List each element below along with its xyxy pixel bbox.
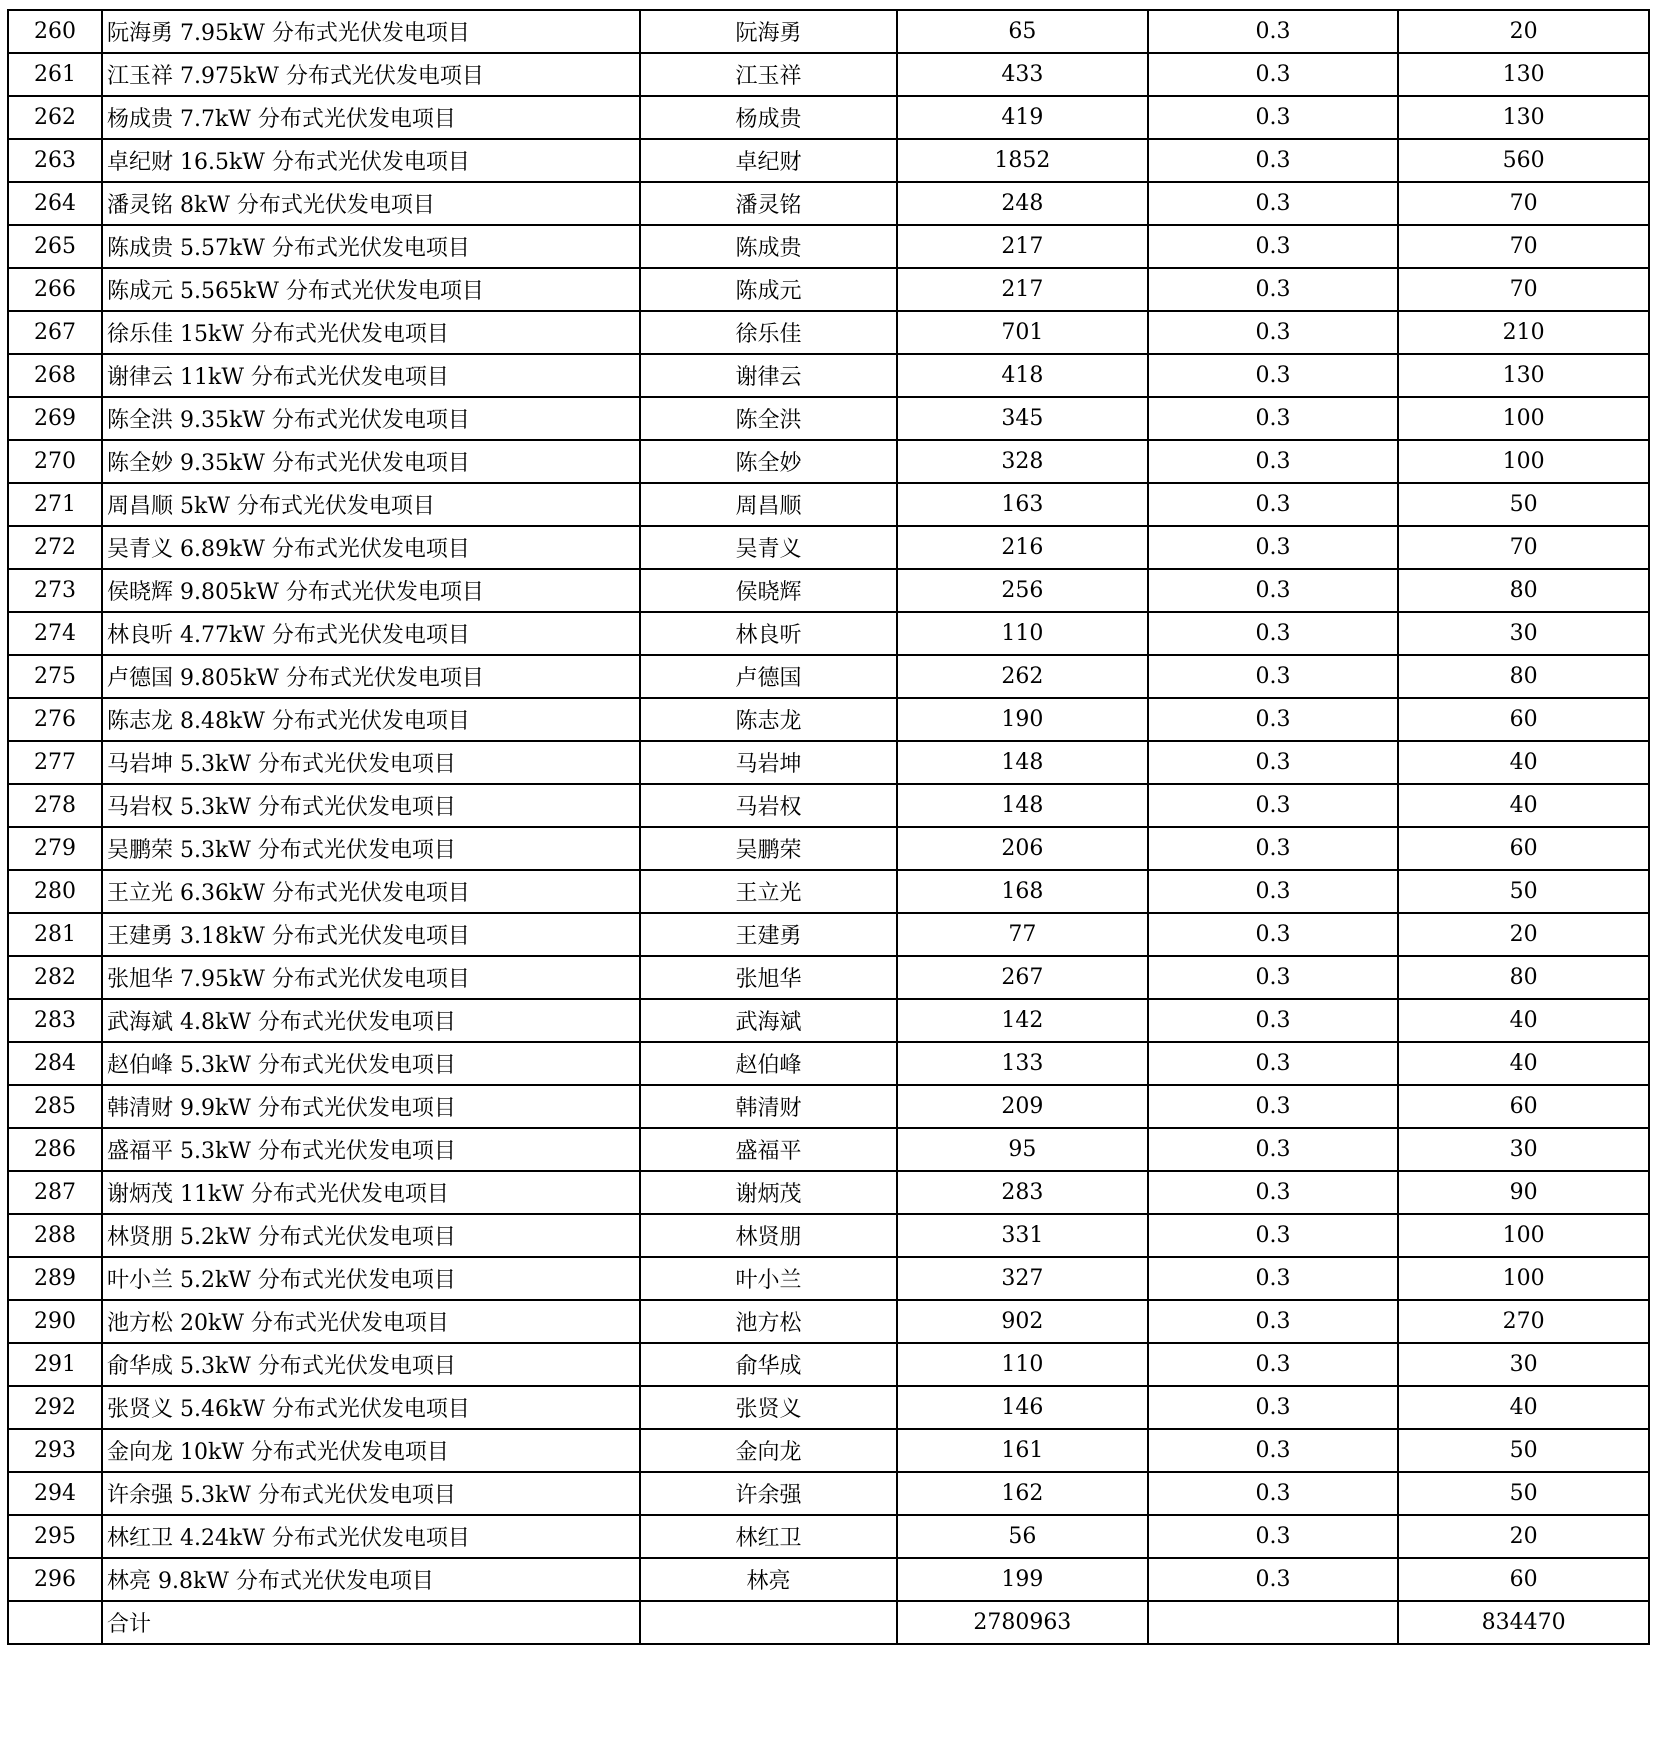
table-row: [8, 526, 1649, 569]
table-row: [8, 1257, 1649, 1300]
value-1-cell: 248: [897, 182, 1148, 225]
table-row: [8, 1171, 1649, 1214]
project-name-cell: 王建勇 3.18kW 分布式光伏发电项目: [102, 913, 640, 956]
value-3-cell: 60: [1398, 1085, 1649, 1128]
project-name-cell: 王立光 6.36kW 分布式光伏发电项目: [102, 870, 640, 913]
owner-cell: 陈志龙: [640, 698, 897, 741]
project-name-cell: 谢炳茂 11kW 分布式光伏发电项目: [102, 1171, 640, 1214]
value-2-cell: 0.3: [1148, 569, 1399, 612]
value-2-cell: 0.3: [1148, 182, 1399, 225]
value-1-cell: 95: [897, 1128, 1148, 1171]
value-3-cell: 70: [1398, 268, 1649, 311]
row-number-cell: 269: [8, 397, 102, 440]
value-3-cell: 90: [1398, 1171, 1649, 1214]
value-1-cell: 163: [897, 483, 1148, 526]
project-name-cell: 陈全洪 9.35kW 分布式光伏发电项目: [102, 397, 640, 440]
value-3-cell: 270: [1398, 1300, 1649, 1343]
row-number-cell: 273: [8, 569, 102, 612]
value-2-cell: 0.3: [1148, 311, 1399, 354]
table-row: [8, 225, 1649, 268]
value-3-cell: 40: [1398, 999, 1649, 1042]
project-name-cell: 林良听 4.77kW 分布式光伏发电项目: [102, 612, 640, 655]
value-2-cell: 0.3: [1148, 1515, 1399, 1558]
row-number-cell: 267: [8, 311, 102, 354]
table-row: [8, 311, 1649, 354]
table-row: [8, 440, 1649, 483]
project-name-cell: 叶小兰 5.2kW 分布式光伏发电项目: [102, 1257, 640, 1300]
value-3-cell: 50: [1398, 1472, 1649, 1515]
project-name-cell: 武海斌 4.8kW 分布式光伏发电项目: [102, 999, 640, 1042]
project-name-cell: 吴鹏荣 5.3kW 分布式光伏发电项目: [102, 827, 640, 870]
value-2-cell: 0.3: [1148, 225, 1399, 268]
row-number-cell: 295: [8, 1515, 102, 1558]
owner-cell: 许余强: [640, 1472, 897, 1515]
project-name-cell: 林亮 9.8kW 分布式光伏发电项目: [102, 1558, 640, 1601]
table-row: [8, 569, 1649, 612]
owner-cell: 盛福平: [640, 1128, 897, 1171]
value-3-cell: 30: [1398, 612, 1649, 655]
value-1-cell: 206: [897, 827, 1148, 870]
owner-cell: 吴青义: [640, 526, 897, 569]
value-2-cell: 0.3: [1148, 1042, 1399, 1085]
value-2-cell: 0.3: [1148, 1386, 1399, 1429]
owner-cell: 林红卫: [640, 1515, 897, 1558]
project-name-cell: 许余强 5.3kW 分布式光伏发电项目: [102, 1472, 640, 1515]
value-1-cell: 190: [897, 698, 1148, 741]
row-number-cell: 270: [8, 440, 102, 483]
row-number-cell: 277: [8, 741, 102, 784]
value-3-cell: 100: [1398, 1257, 1649, 1300]
table-row: [8, 1128, 1649, 1171]
table-row: [8, 1386, 1649, 1429]
row-number-cell: 266: [8, 268, 102, 311]
row-number-cell: 265: [8, 225, 102, 268]
owner-cell: 陈成贵: [640, 225, 897, 268]
table-row: [8, 999, 1649, 1042]
value-2-cell: 0.3: [1148, 741, 1399, 784]
table-row: [8, 1558, 1649, 1601]
value-2-cell: 0.3: [1148, 1558, 1399, 1601]
table-row: [8, 1429, 1649, 1472]
row-number-cell: 291: [8, 1343, 102, 1386]
owner-cell: 俞华成: [640, 1343, 897, 1386]
value-3-cell: 70: [1398, 225, 1649, 268]
table-row: [8, 913, 1649, 956]
owner-cell: 周昌顺: [640, 483, 897, 526]
value-3-cell: 50: [1398, 483, 1649, 526]
value-1-cell: 262: [897, 655, 1148, 698]
table-row: [8, 827, 1649, 870]
value-3-cell: 60: [1398, 698, 1649, 741]
row-number-cell: 261: [8, 53, 102, 96]
value-3-cell: 100: [1398, 1214, 1649, 1257]
project-name-cell: 韩清财 9.9kW 分布式光伏发电项目: [102, 1085, 640, 1128]
value-1-cell: 327: [897, 1257, 1148, 1300]
value-1-cell: 433: [897, 53, 1148, 96]
owner-cell: 侯晓辉: [640, 569, 897, 612]
value-2-cell: 0.3: [1148, 655, 1399, 698]
owner-cell: 陈成元: [640, 268, 897, 311]
project-name-cell: 陈全妙 9.35kW 分布式光伏发电项目: [102, 440, 640, 483]
value-3-cell: 100: [1398, 397, 1649, 440]
project-name-cell: 吴青义 6.89kW 分布式光伏发电项目: [102, 526, 640, 569]
value-3-cell: 20: [1398, 10, 1649, 53]
value-1-cell: 65: [897, 10, 1148, 53]
owner-cell: 陈全妙: [640, 440, 897, 483]
project-name-cell: 陈成元 5.565kW 分布式光伏发电项目: [102, 268, 640, 311]
value-3-cell: 130: [1398, 96, 1649, 139]
project-name-cell: 阮海勇 7.95kW 分布式光伏发电项目: [102, 10, 640, 53]
value-2-cell: 0.3: [1148, 96, 1399, 139]
value-1-cell: 328: [897, 440, 1148, 483]
value-2-cell: 0.3: [1148, 139, 1399, 182]
value-1-cell: 133: [897, 1042, 1148, 1085]
row-number-cell: 293: [8, 1429, 102, 1472]
owner-cell: 潘灵铭: [640, 182, 897, 225]
value-3-cell: 70: [1398, 182, 1649, 225]
project-name-cell: 卢德国 9.805kW 分布式光伏发电项目: [102, 655, 640, 698]
value-3-cell: 60: [1398, 827, 1649, 870]
value-2-cell: 0.3: [1148, 1429, 1399, 1472]
value-1-cell: 161: [897, 1429, 1148, 1472]
value-1-cell: 256: [897, 569, 1148, 612]
owner-cell: 武海斌: [640, 999, 897, 1042]
owner-cell: 王建勇: [640, 913, 897, 956]
total-value-1-cell: 2780963: [897, 1601, 1148, 1644]
row-number-cell: 262: [8, 96, 102, 139]
value-2-cell: 0.3: [1148, 913, 1399, 956]
row-number-cell: 286: [8, 1128, 102, 1171]
value-3-cell: 70: [1398, 526, 1649, 569]
project-name-cell: 潘灵铭 8kW 分布式光伏发电项目: [102, 182, 640, 225]
value-1-cell: 142: [897, 999, 1148, 1042]
total-owner-cell: [640, 1601, 897, 1644]
row-number-cell: 280: [8, 870, 102, 913]
value-2-cell: 0.3: [1148, 526, 1399, 569]
value-3-cell: 50: [1398, 870, 1649, 913]
row-number-cell: 281: [8, 913, 102, 956]
value-3-cell: 30: [1398, 1343, 1649, 1386]
row-number-cell: 263: [8, 139, 102, 182]
value-2-cell: 0.3: [1148, 483, 1399, 526]
value-1-cell: 701: [897, 311, 1148, 354]
row-number-cell: 272: [8, 526, 102, 569]
table-row: [8, 268, 1649, 311]
owner-cell: 吴鹏荣: [640, 827, 897, 870]
project-name-cell: 林贤朋 5.2kW 分布式光伏发电项目: [102, 1214, 640, 1257]
value-2-cell: 0.3: [1148, 956, 1399, 999]
owner-cell: 陈全洪: [640, 397, 897, 440]
table-row: [8, 53, 1649, 96]
project-name-cell: 卓纪财 16.5kW 分布式光伏发电项目: [102, 139, 640, 182]
value-1-cell: 331: [897, 1214, 1148, 1257]
value-2-cell: 0.3: [1148, 784, 1399, 827]
table-row: [8, 870, 1649, 913]
value-3-cell: 100: [1398, 440, 1649, 483]
value-1-cell: 148: [897, 741, 1148, 784]
value-3-cell: 40: [1398, 784, 1649, 827]
value-2-cell: 0.3: [1148, 1472, 1399, 1515]
table-row: [8, 784, 1649, 827]
row-number-cell: 276: [8, 698, 102, 741]
row-number-cell: 274: [8, 612, 102, 655]
project-name-cell: 谢律云 11kW 分布式光伏发电项目: [102, 354, 640, 397]
project-name-cell: 俞华成 5.3kW 分布式光伏发电项目: [102, 1343, 640, 1386]
project-name-cell: 陈成贵 5.57kW 分布式光伏发电项目: [102, 225, 640, 268]
value-3-cell: 210: [1398, 311, 1649, 354]
value-2-cell: 0.3: [1148, 612, 1399, 655]
owner-cell: 张贤义: [640, 1386, 897, 1429]
owner-cell: 叶小兰: [640, 1257, 897, 1300]
row-number-cell: 271: [8, 483, 102, 526]
owner-cell: 林良听: [640, 612, 897, 655]
table-row: [8, 96, 1649, 139]
owner-cell: 阮海勇: [640, 10, 897, 53]
total-value-2-cell: [1148, 1601, 1399, 1644]
value-1-cell: 110: [897, 1343, 1148, 1386]
project-name-cell: 马岩坤 5.3kW 分布式光伏发电项目: [102, 741, 640, 784]
project-name-cell: 张旭华 7.95kW 分布式光伏发电项目: [102, 956, 640, 999]
table-row: [8, 1300, 1649, 1343]
owner-cell: 马岩坤: [640, 741, 897, 784]
project-name-cell: 陈志龙 8.48kW 分布式光伏发电项目: [102, 698, 640, 741]
table-row: [8, 612, 1649, 655]
table-row: [8, 354, 1649, 397]
total-row: [8, 1601, 1649, 1644]
value-3-cell: 40: [1398, 1386, 1649, 1429]
table-row: [8, 10, 1649, 53]
value-2-cell: 0.3: [1148, 870, 1399, 913]
table-row: [8, 1085, 1649, 1128]
owner-cell: 马岩权: [640, 784, 897, 827]
project-name-cell: 侯晓辉 9.805kW 分布式光伏发电项目: [102, 569, 640, 612]
value-2-cell: 0.3: [1148, 827, 1399, 870]
table-row: [8, 1472, 1649, 1515]
row-number-cell: 275: [8, 655, 102, 698]
value-2-cell: 0.3: [1148, 1300, 1399, 1343]
document-page: [7, 9, 1650, 1645]
row-number-cell: 260: [8, 10, 102, 53]
value-3-cell: 80: [1398, 569, 1649, 612]
value-2-cell: 0.3: [1148, 1343, 1399, 1386]
table-row: [8, 1515, 1649, 1558]
owner-cell: 张旭华: [640, 956, 897, 999]
owner-cell: 杨成贵: [640, 96, 897, 139]
value-1-cell: 267: [897, 956, 1148, 999]
value-3-cell: 560: [1398, 139, 1649, 182]
value-1-cell: 148: [897, 784, 1148, 827]
value-3-cell: 80: [1398, 655, 1649, 698]
table-row: [8, 741, 1649, 784]
value-3-cell: 50: [1398, 1429, 1649, 1472]
table-row: [8, 182, 1649, 225]
project-name-cell: 杨成贵 7.7kW 分布式光伏发电项目: [102, 96, 640, 139]
owner-cell: 徐乐佳: [640, 311, 897, 354]
owner-cell: 卢德国: [640, 655, 897, 698]
value-2-cell: 0.3: [1148, 1128, 1399, 1171]
value-1-cell: 217: [897, 268, 1148, 311]
project-name-cell: 江玉祥 7.975kW 分布式光伏发电项目: [102, 53, 640, 96]
value-2-cell: 0.3: [1148, 268, 1399, 311]
project-name-cell: 周昌顺 5kW 分布式光伏发电项目: [102, 483, 640, 526]
value-3-cell: 130: [1398, 53, 1649, 96]
owner-cell: 卓纪财: [640, 139, 897, 182]
subsidy-table: [7, 9, 1650, 1645]
value-1-cell: 77: [897, 913, 1148, 956]
owner-cell: 金向龙: [640, 1429, 897, 1472]
table-row: [8, 1042, 1649, 1085]
row-number-cell: 296: [8, 1558, 102, 1601]
row-number-cell: 292: [8, 1386, 102, 1429]
owner-cell: 林亮: [640, 1558, 897, 1601]
row-number-cell: 264: [8, 182, 102, 225]
row-number-cell: 289: [8, 1257, 102, 1300]
value-1-cell: 209: [897, 1085, 1148, 1128]
value-2-cell: 0.3: [1148, 698, 1399, 741]
project-name-cell: 马岩权 5.3kW 分布式光伏发电项目: [102, 784, 640, 827]
value-3-cell: 30: [1398, 1128, 1649, 1171]
project-name-cell: 张贤义 5.46kW 分布式光伏发电项目: [102, 1386, 640, 1429]
row-number-cell: 288: [8, 1214, 102, 1257]
row-number-cell: 279: [8, 827, 102, 870]
value-1-cell: 419: [897, 96, 1148, 139]
value-1-cell: 162: [897, 1472, 1148, 1515]
value-1-cell: 56: [897, 1515, 1148, 1558]
value-2-cell: 0.3: [1148, 354, 1399, 397]
owner-cell: 林贤朋: [640, 1214, 897, 1257]
value-1-cell: 418: [897, 354, 1148, 397]
project-name-cell: 池方松 20kW 分布式光伏发电项目: [102, 1300, 640, 1343]
value-2-cell: 0.3: [1148, 1085, 1399, 1128]
value-2-cell: 0.3: [1148, 999, 1399, 1042]
row-number-cell: 287: [8, 1171, 102, 1214]
owner-cell: 王立光: [640, 870, 897, 913]
value-1-cell: 345: [897, 397, 1148, 440]
table-row: [8, 397, 1649, 440]
value-3-cell: 130: [1398, 354, 1649, 397]
row-number-cell: 268: [8, 354, 102, 397]
value-1-cell: 199: [897, 1558, 1148, 1601]
value-1-cell: 217: [897, 225, 1148, 268]
row-number-cell: 290: [8, 1300, 102, 1343]
row-number-cell: 283: [8, 999, 102, 1042]
value-1-cell: 146: [897, 1386, 1148, 1429]
value-2-cell: 0.3: [1148, 1171, 1399, 1214]
table-row: [8, 956, 1649, 999]
owner-cell: 池方松: [640, 1300, 897, 1343]
row-number-cell: 282: [8, 956, 102, 999]
owner-cell: 谢律云: [640, 354, 897, 397]
table-body: [8, 10, 1649, 1644]
table-row: [8, 655, 1649, 698]
value-1-cell: 283: [897, 1171, 1148, 1214]
total-row-number-cell: [8, 1601, 102, 1644]
value-3-cell: 40: [1398, 741, 1649, 784]
project-name-cell: 赵伯峰 5.3kW 分布式光伏发电项目: [102, 1042, 640, 1085]
value-2-cell: 0.3: [1148, 440, 1399, 483]
project-name-cell: 林红卫 4.24kW 分布式光伏发电项目: [102, 1515, 640, 1558]
project-name-cell: 金向龙 10kW 分布式光伏发电项目: [102, 1429, 640, 1472]
value-2-cell: 0.3: [1148, 53, 1399, 96]
total-project-name-cell: 合计: [102, 1601, 640, 1644]
value-2-cell: 0.3: [1148, 1257, 1399, 1300]
owner-cell: 赵伯峰: [640, 1042, 897, 1085]
table-row: [8, 1343, 1649, 1386]
value-3-cell: 40: [1398, 1042, 1649, 1085]
value-3-cell: 80: [1398, 956, 1649, 999]
project-name-cell: 盛福平 5.3kW 分布式光伏发电项目: [102, 1128, 640, 1171]
owner-cell: 江玉祥: [640, 53, 897, 96]
row-number-cell: 278: [8, 784, 102, 827]
value-1-cell: 902: [897, 1300, 1148, 1343]
row-number-cell: 294: [8, 1472, 102, 1515]
table-row: [8, 483, 1649, 526]
value-1-cell: 1852: [897, 139, 1148, 182]
value-2-cell: 0.3: [1148, 1214, 1399, 1257]
table-row: [8, 1214, 1649, 1257]
owner-cell: 韩清财: [640, 1085, 897, 1128]
project-name-cell: 徐乐佳 15kW 分布式光伏发电项目: [102, 311, 640, 354]
value-1-cell: 110: [897, 612, 1148, 655]
owner-cell: 谢炳茂: [640, 1171, 897, 1214]
value-2-cell: 0.3: [1148, 397, 1399, 440]
table-row: [8, 139, 1649, 182]
row-number-cell: 285: [8, 1085, 102, 1128]
value-3-cell: 60: [1398, 1558, 1649, 1601]
value-2-cell: 0.3: [1148, 10, 1399, 53]
value-1-cell: 168: [897, 870, 1148, 913]
value-3-cell: 20: [1398, 913, 1649, 956]
value-3-cell: 20: [1398, 1515, 1649, 1558]
value-1-cell: 216: [897, 526, 1148, 569]
table-row: [8, 698, 1649, 741]
total-value-3-cell: 834470: [1398, 1601, 1649, 1644]
row-number-cell: 284: [8, 1042, 102, 1085]
